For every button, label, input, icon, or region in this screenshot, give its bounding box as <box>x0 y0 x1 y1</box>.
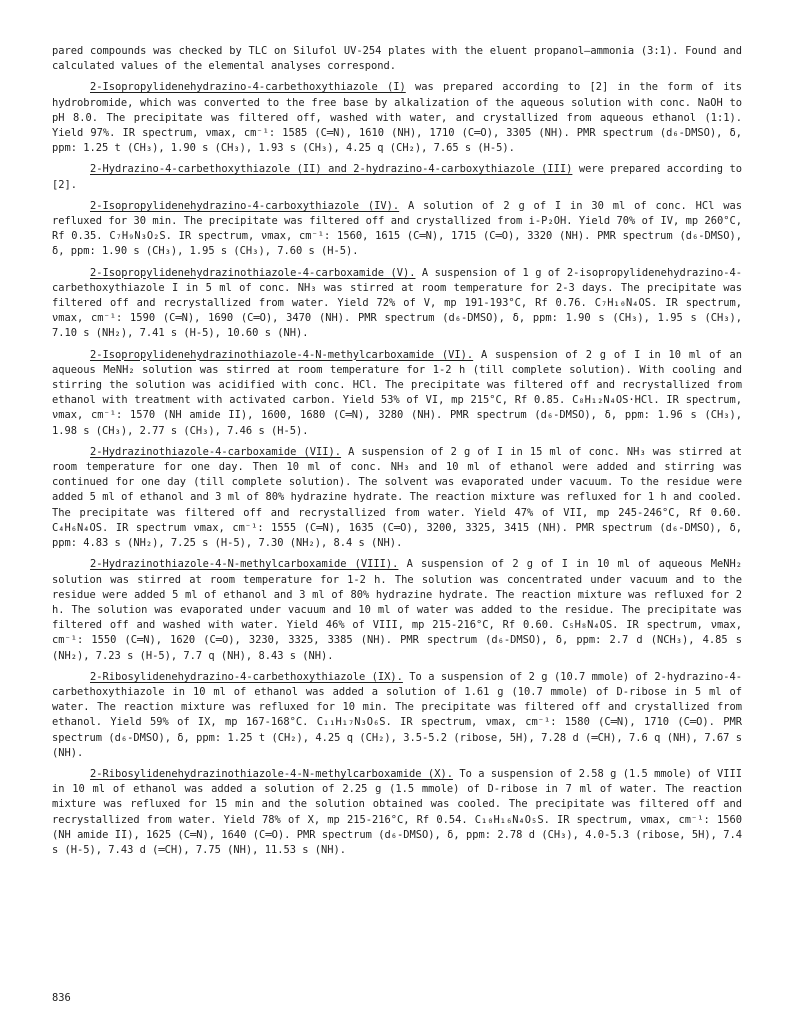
paragraph-text: To a suspension of 2 g (10.7 mmole) of 2-hydrazino-4-carbethoxythiazole in 10 ml of ethanol was added a solution of 1.61 g (10.7 mmole) of D-ribose in 5 ml of water. The reaction mixture was refluxed for 10 min. The precipitate was filtered off and crystallized from ethanol. Yield 59% of IX, mp 167-168°C. C₁₁H₁₇N₃O₆S. IR spectrum, νmax, cm⁻¹: 1580 (C═N), 1710 (C═O). PMR spectrum (d₆-DMSO), δ, ppm: 1.25 t (CH₂), 4.25 q (CH₂), 3.5-5.2 (ribose, 5H), 7.28 d (═CH), 7.6 q (NH), 7.67 s (NH). <box>52 670 742 759</box>
paragraph-compound-ii-iii <box>52 162 742 192</box>
paragraph-compound-x <box>52 767 742 858</box>
paragraph-text: pared compounds was checked by TLC on Silufol UV-254 plates with the eluent propanol—ammonia (3:1). Found and calculated values of the elemental analyses correspond. <box>52 45 742 73</box>
page-number: 836 <box>52 992 71 1004</box>
paragraph-text: A suspension of 2 g of I in 10 ml of an aqueous MeNH₂ solution was stirred at room temperature for 1-2 h (till complete solution). With cooling and stirring the solution was acidified with conc. HCl. The precipitate was filtered off and recrystallized from ethanol with treatment with activated carbon. Yield 53% of VI, mp 215°C, Rf 0.85. C₈H₁₂N₄OS·HCl. IR spectrum, νmax, cm⁻¹: 1570 (NH amide II), 1600, 1680 (C═N), 3280 (NH). PMR spectrum (d₆-DMSO), δ, ppm: 1.96 s (CH₃), 1.98 s (CH₃), 2.77 s (CH₃), 7.46 s (H-5). <box>52 348 742 437</box>
paragraph-text: To a suspension of 2.58 g (1.5 mmole) of VIII in 10 ml of ethanol was added a solution of 2.25 g (1.5 mmole) of D-ribose in 7 ml of water. The reaction mixture was refluxed for 15 min and the solution obtained was cooled. The precipitate was filtered off and recrystallized from water. Yield 78% of X, mp 215-216°C, Rf 0.54. C₁₀H₁₆N₄O₅S. IR spectrum, νmax, cm⁻¹: 1560 (NH amide II), 1625 (C═N), 1640 (C═O). PMR spectrum (d₆-DMSO), δ, ppm: 2.78 d (CH₃), 4.0-5.3 (ribose, 5H), 7.4 s (H-5), 7.43 d (═CH), 7.75 (NH), 11.53 s (NH). <box>52 767 742 856</box>
paragraph-compound-iv <box>52 199 742 260</box>
paragraph-continuation <box>52 44 742 74</box>
compound-heading: 2-Hydrazinothiazole-4-carboxamide (VII). <box>90 445 342 458</box>
paragraph-text: was prepared according to [2] in the form of its hydrobromide, which was converted to the free base by alkalization of the aqueous solution with conc. NaOH to pH 8.0. The precipitate was filtered off, washed with water, and crystallized from aqueous ethanol (1:1). Yield 97%. IR spectrum, νmax, cm⁻¹: 1585 (C═N), 1610 (NH), 1710 (C═O), 3305 (NH). PMR spectrum (d₆-DMSO), δ, ppm: 1.25 t (CH₃), 1.90 s (CH₃), 1.93 s (CH₃), 4.25 q (CH₂), 7.65 s (H-5). <box>52 81 742 155</box>
document-body <box>52 44 742 864</box>
paragraph-compound-i <box>52 80 742 156</box>
paragraph-compound-vii <box>52 445 742 551</box>
compound-heading: 2-Isopropylidenehydrazino-4-carbethoxythiazole (I) <box>90 81 406 94</box>
paragraph-text: A suspension of 2 g of I in 15 ml of conc. NH₃ was stirred at room temperature for one day. Then 10 ml of conc. NH₃ and 10 ml of ethanol were added and stirring was continued for one day (till complete solution). The solvent was evaporated under vacuum. To the residue were added 5 ml of ethanol and 3 ml of 80% hydrazine hydrate. The reaction mixture was refluxed for 1 h and cooled. The precipitate was filtered off and recrystallized from water. Yield 47% of VII, mp 245-246°C, Rf 0.60. C₄H₆N₄OS. IR spectrum νmax, cm⁻¹: 1555 (C═N), 1635 (C═O), 3200, 3325, 3415 (NH). PMR spectrum (d₆-DMSO), δ, ppm: 4.83 s (NH₂), 7.25 s (H-5), 7.30 (NH₂), 8.4 s (NH). <box>52 445 742 550</box>
compound-heading: 2-Ribosylidenehydrazino-4-carbethoxythiazole (IX). <box>90 670 403 683</box>
paragraph-text: A suspension of 2 g of I in 10 ml of aqueous MeNH₂ solution was stirred at room temperature for 1-2 h. The solution was concentrated under vacuum and to the residue were added 5 ml of ethanol and 3 ml of 80% hydrazine hydrate. The reaction mixture was refluxed for 2 h. The solution was evaporated under vacuum and 10 ml of water was added to the residue. The precipitate was filtered off and washed with water. Yield 46% of VIII, mp 215-216°C, Rf 0.60. C₅H₈N₄OS. IR spectrum, νmax, cm⁻¹: 1550 (C═N), 1620 (C═O), 3230, 3325, 3385 (NH). PMR spectrum (d₆-DMSO), δ, ppm: 2.7 d (NCH₃), 4.85 s (NH₂), 7.23 s (H-5), 7.7 q (NH), 8.43 s (NH). <box>52 558 742 662</box>
paragraph-text: A solution of 2 g of I in 30 ml of conc. HCl was refluxed for 30 min. The precipitate was filtered off and crystallized from i-P₂OH. Yield 70% of IV, mp 260°C, Rf 0.35. C₇H₉N₃O₂S. IR spectrum, νmax, cm⁻¹: 1560, 1615 (C═N), 1715 (C═O), 3320 (NH). PMR spectrum (d₆-DMSO), δ, ppm: 1.90 s (CH₃), 1.95 s (CH₃), 7.60 s (H-5). <box>52 199 742 258</box>
paragraph-compound-vi <box>52 348 742 439</box>
paragraph-text: were prepared according to [2]. <box>52 163 742 191</box>
compound-heading: 2-Ribosylidenehydrazinothiazole-4-N-methylcarboxamide (X). <box>90 767 453 780</box>
paragraph-compound-ix <box>52 670 742 761</box>
paragraph-compound-viii <box>52 557 742 663</box>
compound-heading: 2-Hydrazinothiazole-4-N-methylcarboxamide (VIII). <box>90 558 399 571</box>
compound-heading: 2-Hydrazino-4-carbethoxythiazole (II) and 2-hydrazino-4-carboxythiazole (III) <box>90 163 573 176</box>
compound-heading: 2-Isopropylidenehydrazinothiazole-4-N-methylcarboxamide (VI). <box>90 348 474 361</box>
compound-heading: 2-Isopropylidenehydrazino-4-carboxythiazole (IV). <box>90 199 400 212</box>
paragraph-compound-v <box>52 266 742 342</box>
compound-heading: 2-Isopropylidenehydrazinothiazole-4-carboxamide (V). <box>90 266 416 279</box>
paragraph-text: A suspension of 1 g of 2-isopropylidenehydrazino-4-carbethoxythiazole I in 5 ml of conc. NH₃ was stirred at room temperature for 2-3 days. The precipitate was filtered off and recrystallized from water. Yield 72% of V, mp 191-193°C, Rf 0.76. C₇H₁₀N₄OS. IR spectrum, νmax, cm⁻¹: 1590 (C═N), 1690 (C═O), 3470 (NH). PMR spectrum (d₆-DMSO), δ, ppm: 1.90 s (CH₃), 1.95 s (CH₃), 7.10 s (NH₂), 7.41 s (H-5), 10.60 s (NH). <box>52 266 743 340</box>
